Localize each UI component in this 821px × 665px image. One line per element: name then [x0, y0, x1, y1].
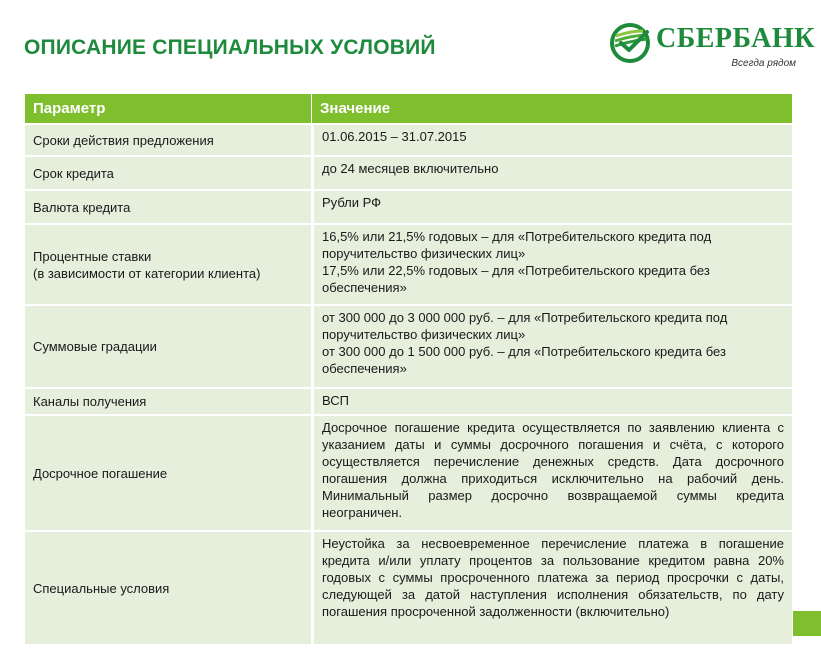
- table-row: [25, 125, 792, 155]
- value-cell: [311, 225, 792, 304]
- logo-tagline: Всегда рядом: [731, 58, 796, 69]
- conditions-table: [25, 92, 792, 646]
- value-line: 01.06.2015 – 31.07.2015: [322, 129, 467, 144]
- value-line: Рубли РФ: [322, 195, 382, 210]
- param-cell: [25, 225, 311, 304]
- value-cell: [311, 157, 792, 189]
- table-row: [25, 191, 792, 223]
- table-row: [25, 532, 792, 644]
- value-line: от 300 000 до 3 000 000 руб. – для «Потребительского кредита под поручительство физических лиц»: [322, 310, 728, 342]
- corner-accent-block: [793, 611, 821, 636]
- value-cell: [311, 389, 792, 414]
- column-header-parameter: Параметр: [25, 94, 311, 123]
- table-row: [25, 416, 792, 530]
- param-cell: Суммовые градации: [25, 306, 311, 387]
- value-line: Досрочное погашение кредита осуществляется по заявлению клиента с указанием даты и суммы досрочного погашения и счёта, с которого осуществляется перечисление денежных средств. Дата досрочного погашения должна приходиться исключительно на рабочий день. Минимальный размер досрочно возвращаемой суммы кредита неограничен.: [322, 420, 784, 520]
- value-line: Неустойка за несвоевременное перечисление платежа в погашение кредита и/или уплату процентов за пользование кредитом равна 20% годовых с суммы просроченного платежа за период просрочки с даты, следующей за датой наступления исполнения обязательств, по дату погашения просроченной задолженности (включительно): [322, 536, 784, 619]
- value-cell: [311, 125, 792, 155]
- table-row: [25, 389, 792, 414]
- column-header-value: Значение: [311, 94, 792, 123]
- table-row: [25, 306, 792, 387]
- page-title: ОПИСАНИЕ СПЕЦИАЛЬНЫХ УСЛОВИЙ: [24, 36, 436, 59]
- value-line: от 300 000 до 1 500 000 руб. – для «Потребительского кредита без обеспечения»: [322, 344, 726, 376]
- sberbank-logo-icon: [610, 23, 650, 63]
- param-cell: Валюта кредита: [25, 191, 311, 223]
- value-line: ВСП: [322, 393, 349, 408]
- value-cell: [311, 416, 792, 530]
- param-cell: Специальные условия: [25, 532, 311, 644]
- param-cell: Досрочное погашение: [25, 416, 311, 530]
- param-cell: Срок кредита: [25, 157, 311, 189]
- param-line: Процентные ставки: [33, 248, 152, 264]
- value-line: до 24 месяцев включительно: [322, 161, 499, 176]
- table-row: [25, 157, 792, 189]
- value-cell: [311, 532, 792, 644]
- param-line: (в зависимости от категории клиента): [33, 265, 261, 281]
- param-cell: Каналы получения: [25, 389, 311, 414]
- sberbank-logo: [610, 20, 815, 76]
- logo-wordmark: СБЕРБАНК: [656, 23, 815, 54]
- param-cell: Сроки действия предложения: [25, 125, 311, 155]
- table-header-row: [25, 94, 792, 123]
- table-row: [25, 225, 792, 304]
- value-cell: [311, 306, 792, 387]
- value-line: 16,5% или 21,5% годовых – для «Потребительского кредита под поручительство физических лиц»: [322, 229, 712, 261]
- value-line: 17,5% или 22,5% годовых – для «Потребительского кредита без обеспечения»: [322, 263, 710, 295]
- value-cell: [311, 191, 792, 223]
